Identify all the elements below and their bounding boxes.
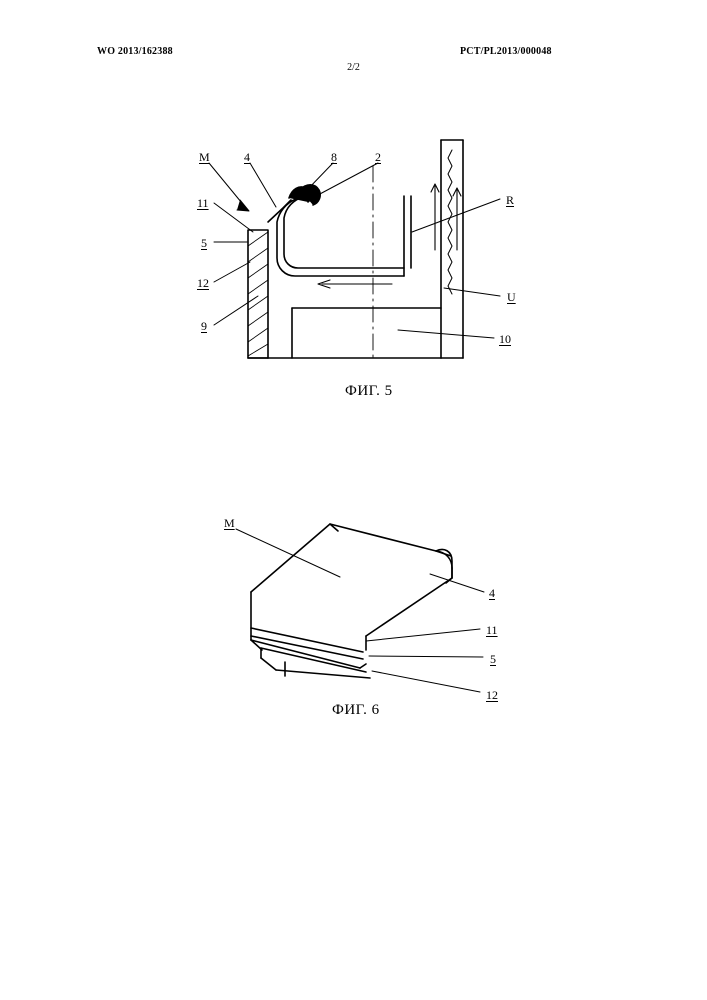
fig5-label-4: 4 [244, 150, 250, 164]
page-header [0, 46, 707, 60]
fig5-caption: ФИГ. 5 [345, 383, 393, 399]
fig5-label-10: 10 [499, 332, 511, 346]
fig6-caption: ФИГ. 6 [332, 702, 380, 718]
fig5-label-12: 12 [197, 276, 209, 290]
fig5-label-8: 8 [331, 150, 337, 164]
fig5-label-R: R [506, 193, 515, 207]
publication-number: WO 2013/162388 [97, 46, 173, 57]
fig6-label-4: 4 [489, 586, 495, 600]
fig5-label-9: 9 [201, 319, 207, 333]
fig5-label-M: M [199, 150, 210, 164]
application-number: PCT/PL2013/000048 [460, 46, 552, 57]
fig6-label-12: 12 [486, 688, 498, 702]
fig5-label-5: 5 [201, 236, 207, 250]
fig5-label-2: 2 [375, 150, 381, 164]
fig6-label-11: 11 [486, 623, 498, 637]
fig6-label-M: M [224, 516, 235, 530]
fig6-label-5: 5 [490, 652, 496, 666]
fig5-label-11: 11 [197, 196, 209, 210]
fig5-label-U: U [507, 290, 516, 304]
sheet-number: 2/2 [347, 62, 360, 73]
